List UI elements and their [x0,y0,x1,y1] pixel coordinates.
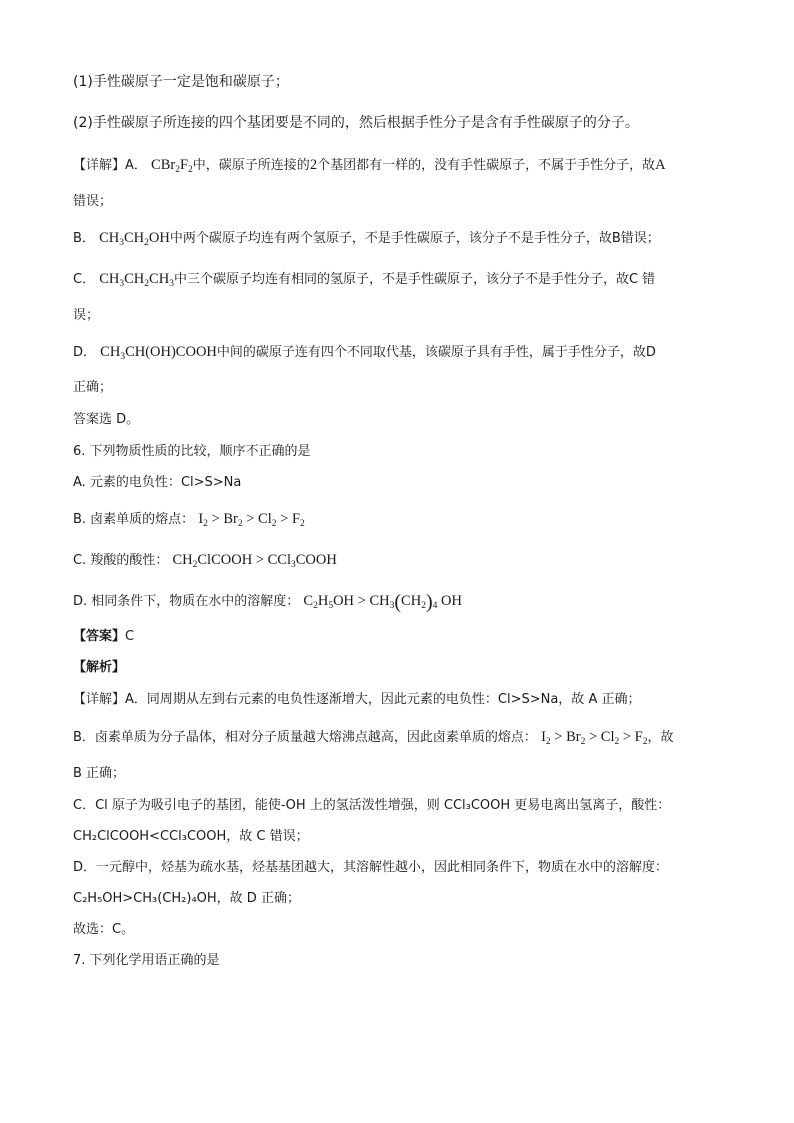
point-text: 手性碳原子一定是饱和碳原子； [92,74,289,90]
point-text: 手性碳原子所连接的四个基团要是不同的，然后根据手性分子是含有手性碳原子的分子。 [92,115,639,131]
option-letter: A [655,157,666,173]
option-label: B. 卤素单质的熔点： [73,512,195,527]
point-number: 2 [78,115,88,131]
option-label: A. 元素的电负性： [73,475,181,490]
detail-text: 误； [73,308,100,323]
option-value: Cl>S>Na [180,475,242,490]
formula-cbr2f2: $CBr_2F_2$ [151,157,193,175]
detail-text: 中两个碳原子均连有两个氢原子，不是手性碳原子，该分子不是手性分子，故 [169,231,612,246]
question-stem: 6. 下列物质性质的比较，顺序不正确的是 [73,444,311,459]
answer-6 [73,627,734,647]
question-7-stem [73,951,734,971]
option-c [73,550,734,571]
paren: ) [87,115,93,131]
detail-text: B 正确； [73,766,126,781]
analysis-6 [73,658,734,678]
detail-text: 错误； [620,231,660,246]
choice-6 [73,920,734,940]
answer-label: 【答案】 [73,629,126,644]
option-letter: C [628,272,639,287]
detail-text: C．Cl 原子为吸引电子的基团，能使-OH 上的氢活泼性增强，则 CCl₃COOH 更易电离出氢离子，酸性： [73,798,671,813]
number: 2 [309,157,318,173]
paren: ) [87,74,93,90]
detail-text: 【详解】A．同周期从左到右元素的电负性逐渐增大，因此元素的电负性：Cl>S>Na，故 A 正确； [73,692,641,707]
detail-5-a-cont [73,192,734,212]
paren: ( [73,115,79,131]
point-1 [73,72,734,92]
option-label: C． [73,272,96,287]
detail-text: 个基团都有一样的，没有手性碳原子，不属于手性分子，故 [317,158,656,173]
formula-acid-order: $CH_2ClCOOH$ > CCl$_3$COOH [172,552,337,570]
answer-text: 故选：C。 [73,922,135,937]
detail-text: C₂H₅OH>CH₃(CH₂)₄OH，故 D 正确； [73,891,300,906]
detail-5-d-cont [73,378,734,398]
detail-5-a [73,155,734,176]
detail-6-a [73,690,734,710]
question-6-stem [73,442,734,462]
detail-text: 错误； [73,194,113,209]
analysis-label: 【解析】 [73,660,126,675]
detail-5-c-cont [73,306,734,326]
answer-text: 答案选 D。 [73,412,140,427]
detail-text: 中，碳原子所连接的 [192,158,310,173]
detail-text: 正确； [73,380,113,395]
detail-5-b [73,228,734,249]
detail-text: ，故 [647,730,674,745]
point-2 [73,113,734,133]
detail-6-d-cont [73,889,734,909]
detail-text: 中间的碳原子连有四个不同取代基，该碳原子具有手性，属于手性分子，故 [216,345,646,360]
answer-5 [73,410,734,430]
formula-halogen-order: $I_2 > Br_2 > Cl_2 > F_2$ [198,511,305,529]
formula-halogen-order: $I_2 > Br_2 > Cl_2 > F_2$ [541,729,648,747]
formula-ethanol: $CH_3CH_2OH$ [99,230,170,248]
detail-5-d [73,342,734,363]
detail-label: 【详解】A． [73,158,147,173]
question-stem: 7. 下列化学用语正确的是 [73,953,220,968]
option-label: D． [73,345,97,360]
detail-text: 错 [642,272,656,287]
option-d [73,591,734,612]
detail-text: D．一元醇中，烃基为疏水基，烃基基团越大，其溶解性越小，因此相同条件下，物质在水中的溶解度： [73,860,669,875]
detail-text: B．卤素单质为分子晶体，相对分子质量越大熔沸点越高，因此卤素单质的熔点： [73,730,537,745]
point-number: 1 [78,74,88,90]
detail-6-c-cont [73,827,734,847]
detail-6-b-cont [73,764,734,784]
formula-lactic-acid: $CH_3CH(OH)COOH$ [100,344,217,362]
detail-text: CH₂ClCOOH<CCl₃COOH，故 C 错误； [73,829,309,844]
formula-solubility-order: $C_2H_5OH > CH_3(CH_2)_4$ OH [303,591,462,613]
detail-5-c [73,269,734,290]
detail-6-c [73,796,734,816]
option-label: C. 羧酸的酸性： [73,553,169,568]
answer-value: C [125,629,135,644]
option-label: B． [73,231,95,246]
detail-6-b [73,727,734,748]
option-letter: D [645,345,656,360]
detail-6-d [73,858,734,878]
formula-propane: $CH_3CH_2CH_3$ [99,271,174,289]
detail-text: 中三个碳原子均连有相同的氢原子，不是手性碳原子，该分子不是手性分子，故 [173,272,629,287]
option-letter: B [611,231,621,246]
option-label: D. 相同条件下，物质在水中的溶解度： [73,594,300,609]
option-a [73,473,734,493]
paren: ( [73,74,79,90]
option-b [73,509,734,530]
